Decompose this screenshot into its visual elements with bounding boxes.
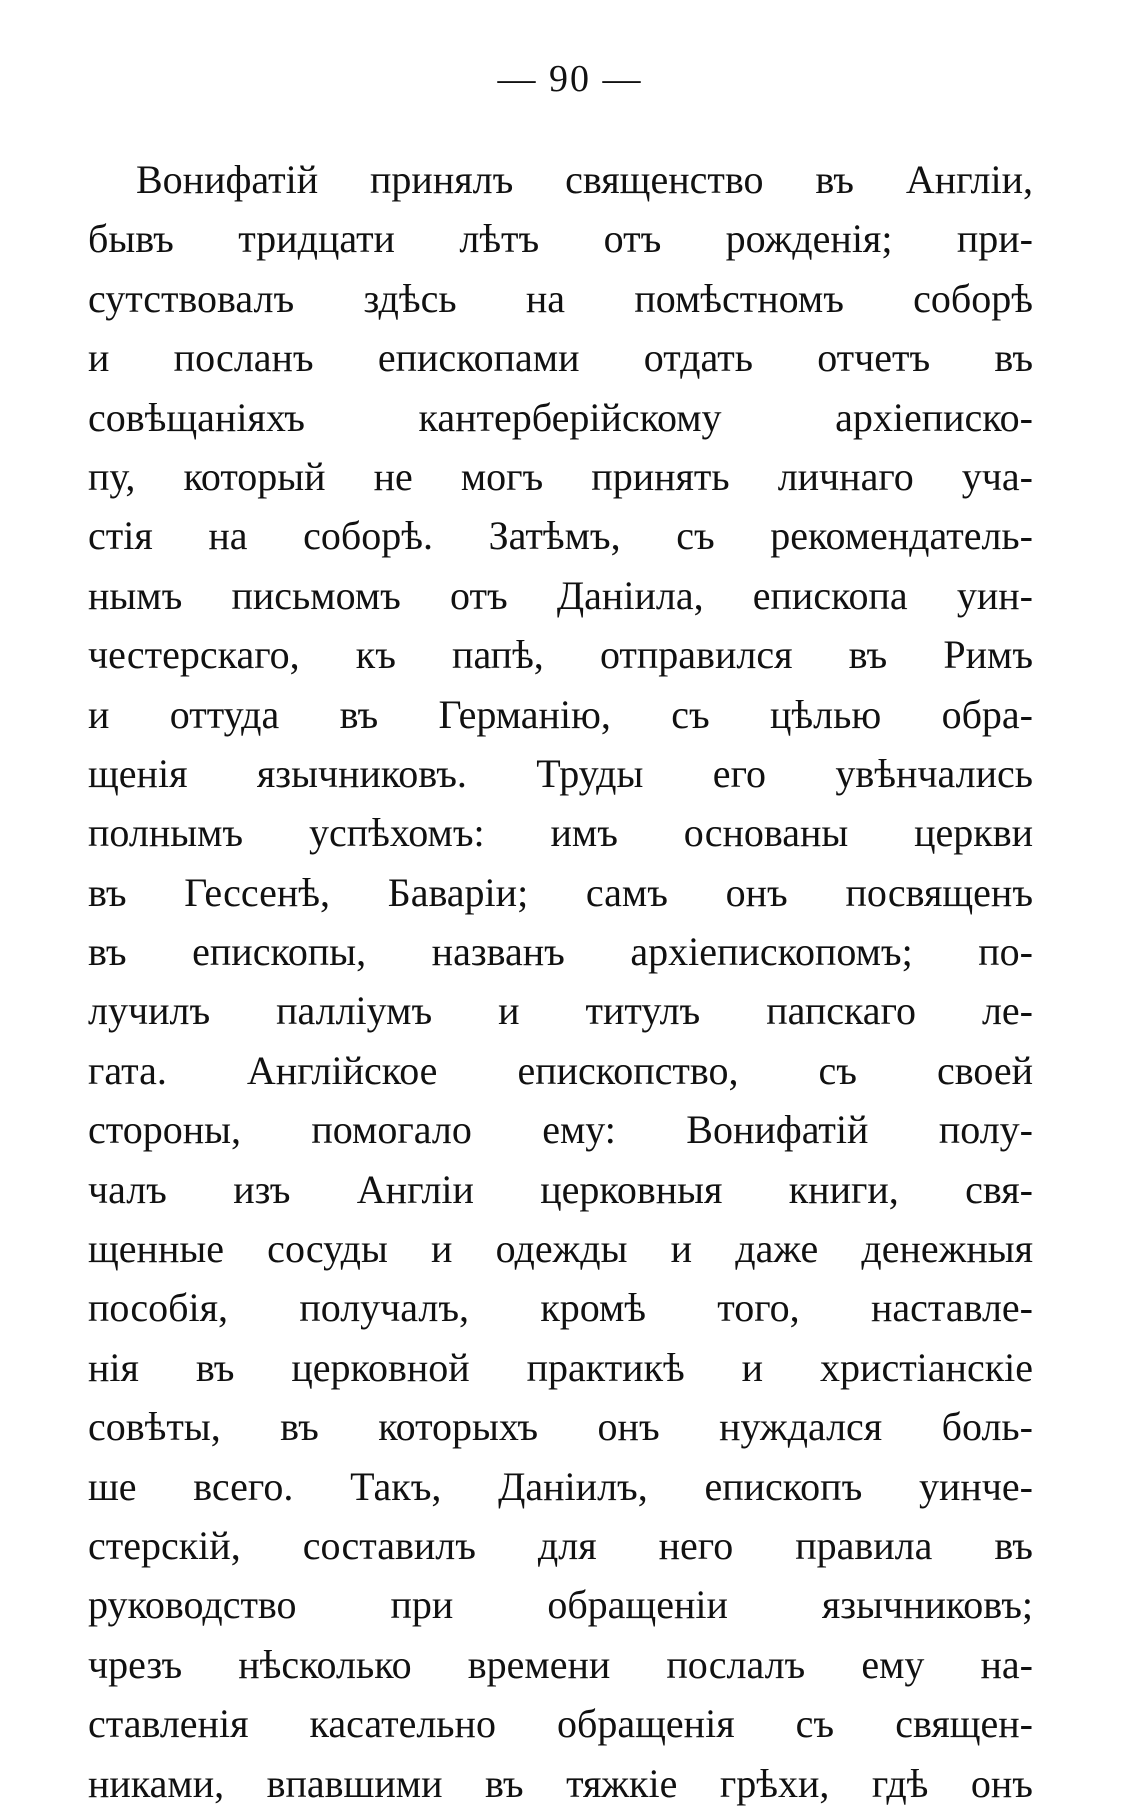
text-line: полнымъ успѣхомъ: имъ основаны церкви	[88, 810, 1033, 856]
text-line: щенные сосуды и одежды и даже денежныя	[88, 1226, 1033, 1272]
text-line: нія въ церковной практикѣ и христіанскіе	[88, 1344, 1033, 1390]
text-line: пособія, получалъ, кромѣ того, наставле-	[88, 1285, 1033, 1331]
text-line: бывъ тридцати лѣтъ отъ рожденія; при-	[88, 216, 1033, 262]
text-line: совѣщаніяхъ кантерберійскому архіеписко-	[88, 394, 1033, 440]
text-line: стороны, помогало ему: Вонифатій полу-	[88, 1107, 1033, 1153]
text-line: совѣты, въ которыхъ онъ нуждался боль-	[88, 1404, 1033, 1450]
text-line: и оттуда въ Германію, съ цѣлью обра-	[88, 691, 1033, 737]
text-line: руководство при обращеніи язычниковъ;	[88, 1582, 1033, 1628]
text-line: чрезъ нѣсколько времени послалъ ему на-	[88, 1641, 1033, 1687]
text-line: стія на соборѣ. Затѣмъ, съ рекомендатель-	[88, 513, 1033, 559]
text-line: честерскаго, къ папѣ, отправился въ Римъ	[88, 632, 1033, 678]
text-line: лучилъ палліумъ и титулъ папскаго ле-	[88, 988, 1033, 1034]
text-line: стерскій, составилъ для него правила въ	[88, 1522, 1033, 1568]
text-line: чалъ изъ Англіи церковныя книги, свя-	[88, 1166, 1033, 1212]
text-line: пу, который не могъ принять личнаго уча-	[88, 453, 1033, 499]
text-line: ставленія касательно обращенія съ священ-	[88, 1701, 1033, 1747]
text-line: гата. Англійское епископство, съ своей	[88, 1047, 1033, 1093]
text-line: нымъ письмомъ отъ Даніила, епископа уин-	[88, 572, 1033, 618]
text-line: Вонифатій принялъ священство въ Англіи,	[136, 157, 1033, 202]
text-line: никами, впавшими въ тяжкіе грѣхи, гдѣ онъ	[88, 1760, 1033, 1806]
text-line: въ епископы, названъ архіепископомъ; по-	[88, 929, 1033, 975]
body-text	[88, 150, 1033, 1813]
text-line: ше всего. Такъ, Даніилъ, епископъ уинче-	[88, 1463, 1033, 1509]
text-line: въ Гессенѣ, Баваріи; самъ онъ посвященъ	[88, 869, 1033, 915]
text-line: и посланъ епископами отдать отчетъ въ	[88, 335, 1033, 381]
text-line: сутствовалъ здѣсь на помѣстномъ соборѣ	[88, 275, 1033, 321]
text-line: щенія язычниковъ. Труды его увѣнчались	[88, 750, 1033, 796]
page-number: — 90 —	[497, 58, 643, 100]
